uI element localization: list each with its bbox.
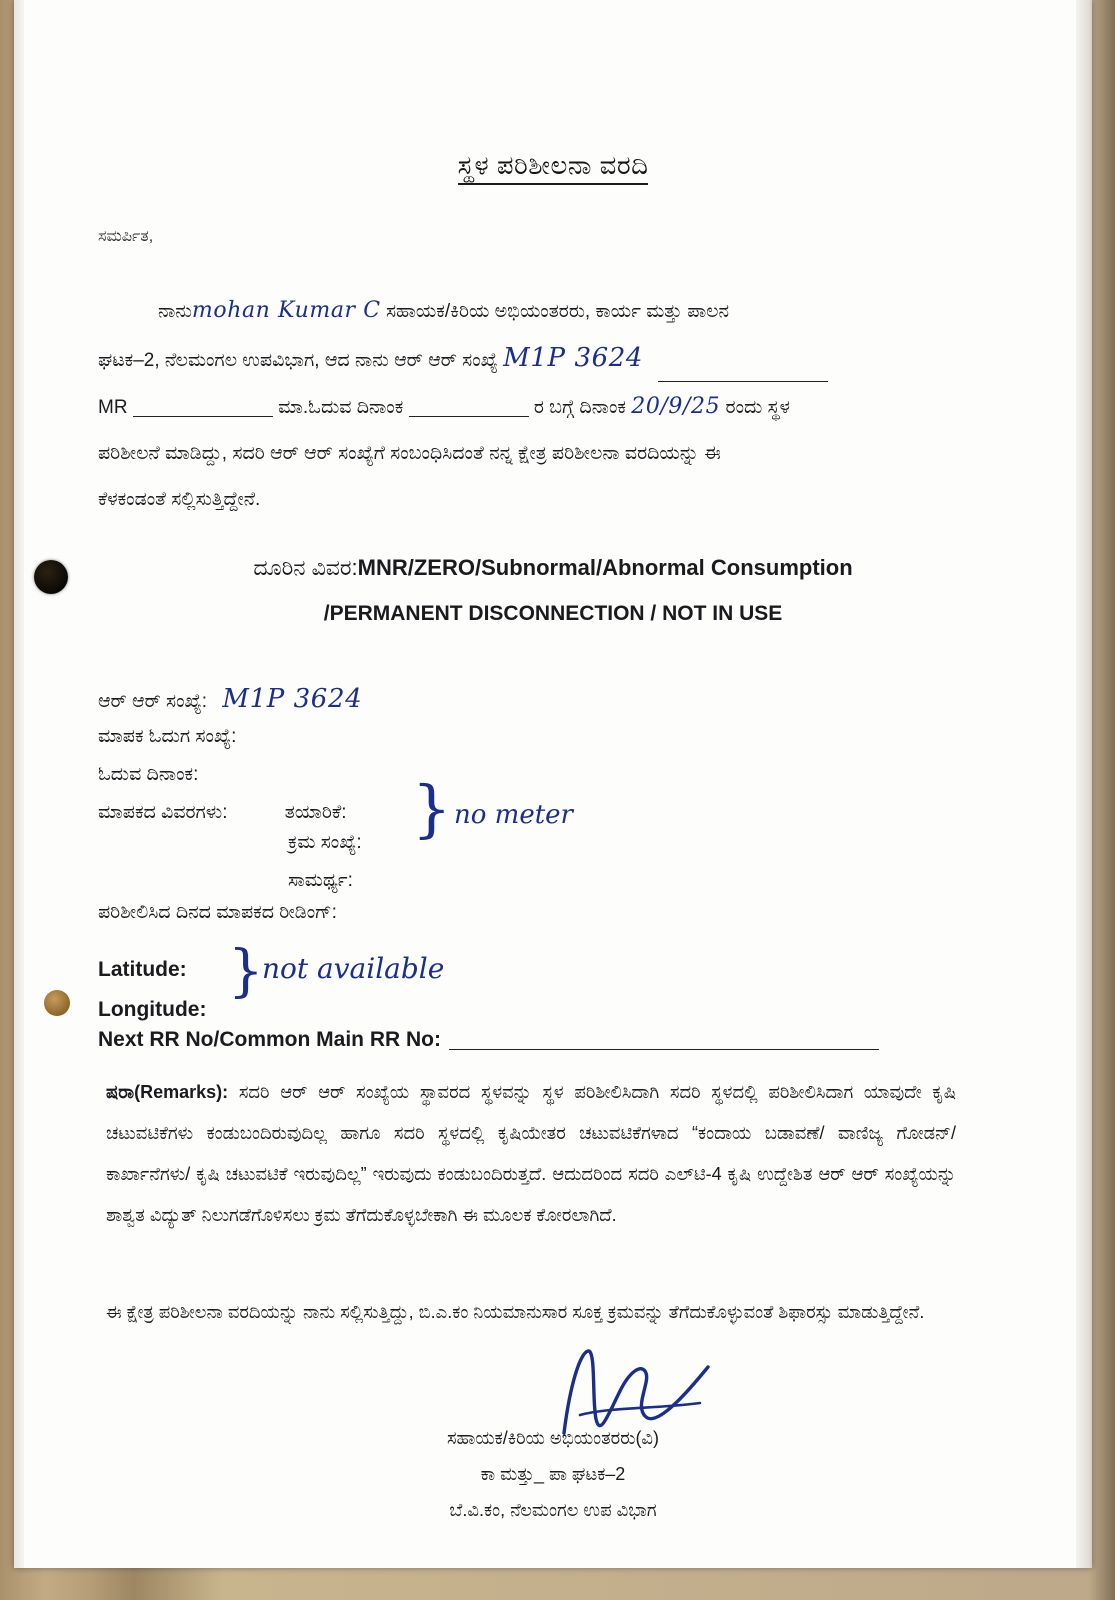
remarks-label: ಷರಾ(Remarks):	[106, 1082, 229, 1102]
geo-block	[98, 950, 206, 1030]
field-meter-reader-number-label: ಮಾಪಕ ಓದುಗ ಸಂಖ್ಯೆ:	[98, 726, 237, 747]
next-rr-blank-line	[449, 1029, 879, 1050]
remarks-paragraph	[106, 1072, 956, 1236]
scanned-page	[14, 0, 1092, 1568]
intro-line-2	[98, 335, 934, 384]
intro-line-3	[98, 384, 934, 431]
field-reading-date	[98, 756, 998, 794]
meter-make-label: ತಯಾರಿಕೆ:	[284, 802, 347, 823]
field-rr-number	[98, 680, 998, 718]
longitude-label: Longitude:	[98, 998, 207, 1021]
rr-underline	[658, 361, 828, 382]
meter-handwritten-value: no meter	[454, 800, 573, 830]
handwritten-name: mohan Kumar C	[191, 298, 381, 323]
field-meter-details-label: ಮಾಪಕದ ವಿವರಗಳು:	[98, 802, 228, 823]
signature-block	[14, 1420, 1092, 1528]
meter-serial-label: ಕ್ರಮ ಸಂಖ್ಯೆ:	[288, 832, 362, 853]
read-date-blank-line	[409, 396, 529, 417]
intro-text-a: ನಾನು	[158, 301, 192, 322]
page-edge-shadow	[1089, 0, 1115, 1600]
meter-capacity-label: ಸಾಮರ್ಥ್ಯ:	[288, 870, 353, 891]
field-meter-reader-number	[98, 718, 998, 756]
page-title-text: ಸ್ಥಳ ಪರಿಶೀಲನಾ ವರದಿ	[458, 150, 649, 185]
next-rr-field	[98, 1028, 879, 1052]
intro-text-c: ಘಟಕ–2, ನೆಲಮಂಗಲ ಉಪವಿಭಾಗ, ಆದ ನಾನು ಆರ್ ಆರ್ ಸಂಖ್ಯೆ	[98, 350, 498, 371]
intro-paragraph	[98, 288, 934, 523]
intro-line-5: ಕೆಳಕಂಡಂತೆ ಸಲ್ಲಿಸುತ್ತಿದ್ದೇನೆ.	[98, 489, 261, 510]
meter-capacity-row	[98, 862, 362, 900]
meter-serial-row	[98, 824, 362, 862]
field-rr-number-value: M1P 3624	[222, 684, 363, 714]
meter-detail-rows	[98, 824, 362, 900]
intro-text-about: ರ ಬಗ್ಗೆ ದಿನಾಂಕ	[533, 397, 626, 418]
intro-text-mr: MR	[98, 397, 128, 418]
closing-paragraph: ಈ ಕ್ಷೇತ್ರ ಪರಿಶೀಲನಾ ವರದಿಯನ್ನು ನಾನು ಸಲ್ಲಿಸುತ್ತಿದ್ದು, ಬಿ.ಎ.ಕಂ ನಿಯಮಾನುಸಾರ ಸೂಕ್ತ ಕ್ರಮವನ್ನು ತೆಗೆದುಕೊಳ್ಳುವಂತೆ ಶಿಫಾರಸ್ಸು ಮಾಡುತ್ತಿದ್ದೇನೆ.	[106, 1302, 925, 1322]
handwritten-date: 20/9/25	[631, 394, 721, 419]
mr-blank-line	[133, 396, 273, 417]
document-body	[14, 0, 1092, 1568]
field-rr-number-label: ಆರ್ ಆರ್ ಸಂಖ್ಯೆ:	[98, 691, 208, 712]
intro-line-4: ಪರಿಶೀಲನೆ ಮಾಡಿದ್ದು, ಸದರಿ ಆರ್ ಆರ್ ಸಂಖ್ಯೆಗೆ ಸಂಬಂಧಿಸಿದಂತೆ ನನ್ನ ಕ್ಷೇತ್ರ ಪರಿಶೀಲನಾ ವರದಿಯನ್ನು ಈ	[98, 443, 721, 464]
geo-handwritten-value: not available	[262, 952, 445, 985]
intro-line-1	[158, 288, 934, 335]
handwritten-rr-number: M1P 3624	[503, 343, 644, 373]
inspection-reading-label: ಪರಿಶೀಲಿಸಿದ ದಿನದ ಮಾಪಕದ ರೀಡಿಂಗ್:	[98, 902, 337, 923]
subject-value: MNR/ZERO/Subnormal/Abnormal Consumption	[357, 555, 853, 580]
meter-brace: }	[412, 772, 452, 845]
remarks-text: ಸದರಿ ಆರ್ ಆರ್ ಸಂಖ್ಯೆಯ ಸ್ಥಾವರದ ಸ್ಥಳವನ್ನು ಸ್ಥಳ ಪರಿಶೀಲಿಸಿದಾಗಿ ಸದರಿ ಸ್ಥಳದಲ್ಲಿ ಪರಿಶೀಲಿಸಿದಾಗ ಯಾವುದೇ ಕೃಷಿ ಚಟುವಟಿಕೆಗಳು ಕಂಡುಬಂದಿರುವುದಿಲ್ಲ ಹಾಗೂ ಸದರಿ ಸ್ಥಳದಲ್ಲಿ ಕೃಷಿಯೇತರ ಚಟುವಟಿಕೆಗಳಾದ “ಕಂದಾಯ ಬಡಾವಣೆ/ ವಾಣಿಜ್ಯ ಗೋಡನ್/ ಕಾರ್ಖಾನೆಗಳು/ ಕೃಷಿ ಚಟುವಟಿಕೆ ಇರುವುದಿಲ್ಲ” ಇರುವುದು ಕಂಡುಬಂದಿರುತ್ತದೆ. ಆದುದರಿಂದ ಸದರಿ ಎಲ್‌ಟಿ-4 ಕೃಷಿ ಉದ್ದೇಶಿತ ಆರ್ ಆರ್ ಸಂಖ್ಯೆಯನ್ನು ಶಾಶ್ವತ ವಿದ್ಯುತ್ ನಿಲುಗಡೆಗೊಳಿಸಲು ಕ್ರಮ ತೆಗೆದುಕೊಳ್ಳಬೇಕಾಗಿ ಈ ಮೂಲಕ ಕೋರಲಾಗಿದೆ.	[106, 1082, 956, 1225]
subject-line-2: /PERMANENT DISCONNECTION / NOT IN USE	[323, 602, 783, 625]
submitted-label: ಸಮರ್ಪಿತ,	[98, 228, 154, 245]
intro-text-b: ಸಹಾಯಕ/ಕಿರಿಯ ಅಭಿಯಂತರರು, ಕಾರ್ಯ ಮತ್ತು ಪಾಲನ	[385, 301, 730, 322]
field-reading-date-label: ಓದುವ ದಿನಾಂಕ:	[98, 764, 199, 785]
page-title	[14, 150, 1092, 182]
signature-designation: ಸಹಾಯಕ/ಕಿರಿಯ ಅಭಿಯಂತರರು(ವಿ)	[446, 1428, 660, 1448]
subject-label: ದೂರಿನ ವಿವರ:	[253, 555, 358, 580]
paper-mark-icon	[44, 990, 70, 1016]
intro-text-on: ರಂದು ಸ್ಥಳ	[725, 397, 790, 418]
punch-hole-icon	[34, 560, 68, 594]
signature-division: ಬೆ.ವಿ.ಕಂ, ನೆಲಮಂಗಲ ಉಪ ವಿಭಾಗ	[449, 1500, 657, 1520]
intro-text-readdate: ಮಾ.ಓದುವ ದಿನಾಂಕ	[278, 397, 404, 418]
geo-brace: }	[228, 939, 264, 1004]
latitude-label: Latitude:	[98, 958, 187, 981]
subject-line	[14, 555, 1092, 581]
next-rr-label: Next RR No/Common Main RR No:	[98, 1028, 441, 1051]
signature-unit: ಕಾ ಮತ್ತು_ ಪಾ ಘಟಕ–2	[480, 1464, 626, 1484]
